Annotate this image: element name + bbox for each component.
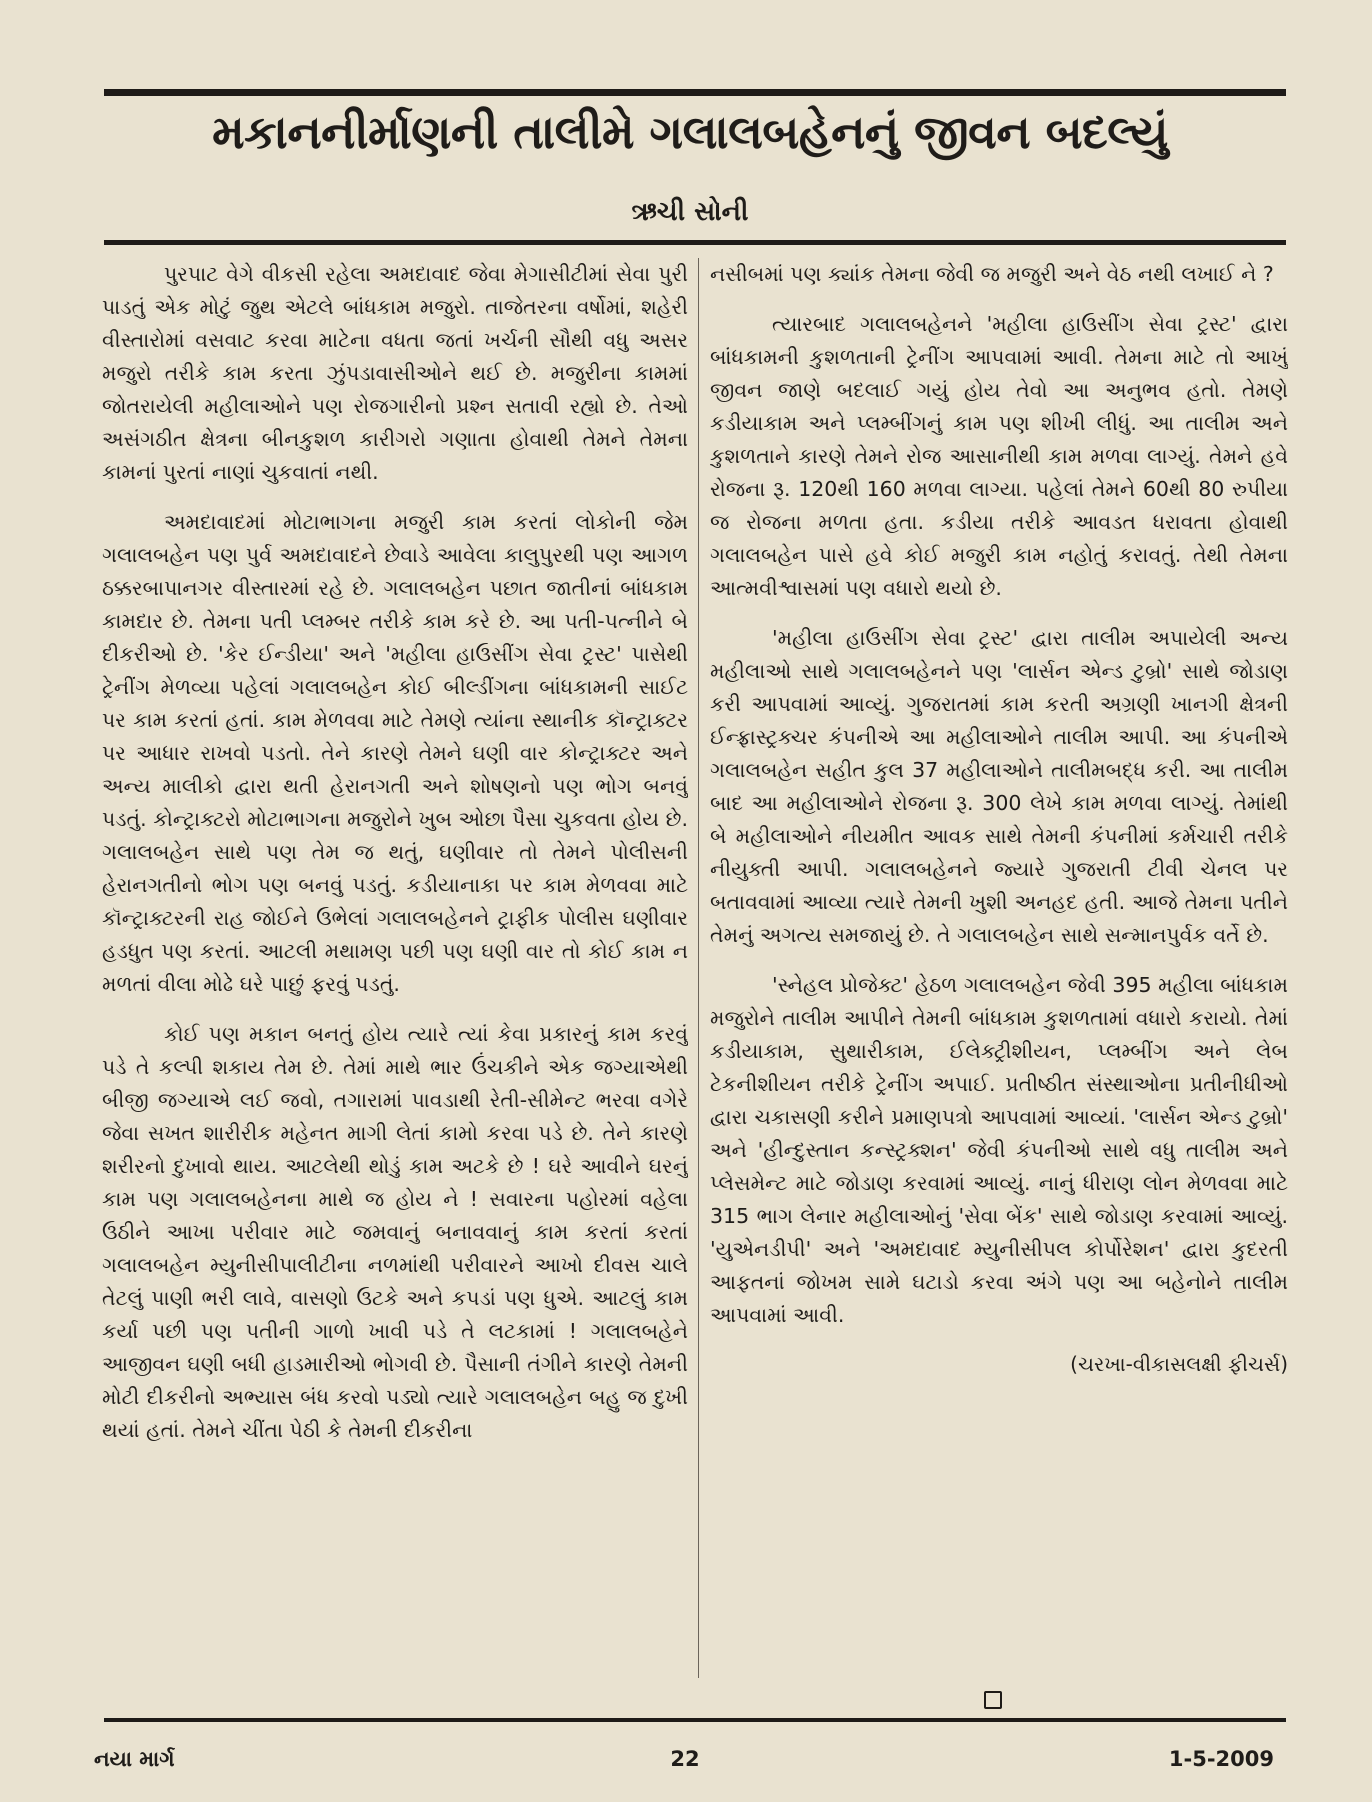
- column-divider: [698, 258, 699, 1678]
- top-rule: [104, 89, 1286, 96]
- issue-date: 1-5-2009: [1168, 1747, 1274, 1771]
- end-of-article-icon: [984, 1691, 1002, 1709]
- paragraph-continuation: નસીબમાં પણ ક્યાંક તેમના જેવી જ મજુરી અને વેઠ નથી લખાઈ ને ?: [710, 262, 1274, 286]
- right-column: [710, 258, 1288, 1668]
- paragraph: 'સ્નેહલ પ્રોજેક્ટ' હેઠળ ગલાલબહેન જેવી 395 મહીલા બાંધકામ મજુરોને તાલીમ આપીને તેમની બાંધકામ કુશળતામાં વધારો કરાયો. તેમાં કડીયાકામ, સુથારીકામ, ઈલેક્ટ્રીશીયન, પ્લમ્બીંગ અને લેબ ટેકનીશીયન તરીકે ટ્રેનીંગ અપાઈ. પ્રતીષ્ઠીત સંસ્થાઓના પ્રતીનીધીઓ દ્વારા ચકાસણી કરીને પ્રમાણપત્રો આપવામાં આવ્યાં. 'લાર્સન એન્ડ ટુબ્રો' અને 'હીન્દુસ્તાન કન્સ્ટ્રક્શન' જેવી કંપનીઓ સાથે વધુ તાલીમ અને પ્લેસમેન્ટ માટે જોડાણ કરવામાં આવ્યું. નાનું ધીરાણ લોન મેળવવા માટે 315 ભાગ લેનાર મહીલાઓનું 'સેવા બેંક' સાથે જોડાણ કરવામાં આવ્યું. 'યુએનડીપી' અને 'અમદાવાદ મ્યુનીસીપલ કોર્પોરેશન' દ્વારા કુદરતી આફતનાં જોખમ સામે ઘટાડો કરવા અંગે પણ આ બહેનોને તાલીમ આપવામાં આવી.: [710, 973, 1288, 1327]
- author-rule: [104, 240, 1286, 245]
- article-author: ઋચી સોની: [631, 197, 749, 227]
- left-column: [102, 258, 688, 1668]
- article-credit: (ચરખા-વીકાસલક્ષી ફીચર્સ): [1070, 1352, 1288, 1376]
- paragraph: 'મહીલા હાઉસીંગ સેવા ટ્રસ્ટ' દ્વારા તાલીમ અપાયેલી અન્ય મહીલાઓ સાથે ગલાલબહેનને પણ 'લાર્સન એન્ડ ટુબ્રો' સાથે જોડાણ કરી આપવામાં આવ્યું. ગુજરાતમાં કામ કરતી અગ્રણી ખાનગી ક્ષેત્રની ઈન્ફ્રાસ્ટ્રક્ચર કંપનીએ આ મહીલાઓને તાલીમ આપી. આ કંપનીએ ગલાલબહેન સહીત કુલ 37 મહીલાઓને તાલીમબદ્ધ કરી. આ તાલીમ બાદ આ મહીલાઓને રોજના રૂ. 300 લેખે કામ મળવા લાગ્યું. તેમાંથી બે મહીલાઓને નીયમીત આવક સાથે તેમની કંપનીમાં કર્મચારી તરીકે નીયુક્તી આપી. ગલાલબહેનને જ્યારે ગુજરાતી ટીવી ચેનલ પર બતાવવામાં આવ્યા ત્યારે તેમની ખુશી અનહદ હતી. આજે તેમના પતીને તેમનું અગત્ય સમજાયું છે. તે ગલાલબહેન સાથે સન્માનપુર્વક વર્તે છે.: [710, 626, 1288, 947]
- article-title: મકાનનીર્માણની તાલીમે ગલાલબહેનનું જીવન બદલ્યું: [212, 105, 1168, 159]
- paragraph: કોઈ પણ મકાન બનતું હોય ત્યારે ત્યાં કેવા પ્રકારનું કામ કરવું પડે તે કલ્પી શકાય તેમ છે. તેમાં માથે ભાર ઉંચકીને એક જગ્યાએથી બીજી જગ્યાએ લઈ જવો, તગારામાં પાવડાથી રેતી-સીમેન્ટ ભરવા વગેરે જેવા સખત શારીરીક મહેનત માગી લેતાં કામો કરવા પડે છે. તેને કારણે શરીરનો દુખાવો થાય. આટલેથી થોડું કામ અટકે છે ! ઘરે આવીને ઘરનું કામ પણ ગલાલબહેનના માથે જ હોય ને ! સવારના પહોરમાં વહેલા ઉઠીને આખા પરીવાર માટે જમવાનું બનાવવાનું કામ કરતાં કરતાં ગલાલબહેન મ્યુનીસીપાલીટીના નળમાંથી પરીવારને આખો દીવસ ચાલે તેટલું પાણી ભરી લાવે, વાસણો ઉટકે અને કપડાં પણ ધુએ. આટલું કામ કર્યા પછી પણ પતીની ગાળો ખાવી પડે તે લટકામાં ! ગલાલબહેને આજીવન ઘણી બધી હાડમારીઓ ભોગવી છે. પૈસાની તંગીને કારણે તેમની મોટી દીકરીનો અભ્યાસ બંધ કરવો પડ્યો ત્યારે ગલાલબહેન બહુ જ દુખી થયાં હતાં. તેમને ચીંતા પેઠી કે તેમની દીકરીના: [102, 1022, 688, 1442]
- page-number: 22: [670, 1747, 700, 1771]
- paragraph: પુરપાટ વેગે વીકસી રહેલા અમદાવાદ જેવા મેગાસીટીમાં સેવા પુરી પાડતું એક મોટું જુથ એટલે બાંધકામ મજુરો. તાજેતરના વર્ષોમાં, શહેરી વીસ્તારોમાં વસવાટ કરવા માટેના વધતા જતાં ખર્ચની સૌથી વધુ અસર મજુરો તરીકે કામ કરતા ઝુંપડાવાસીઓને થઈ છે. મજુરીના કામમાં જોતરાયેલી મહીલાઓને પણ રોજગારીનો પ્રશ્ન સતાવી રહ્યો છે. તેઓ અસંગઠીત ક્ષેત્રના બીનકુશળ કારીગરો ગણાતા હોવાથી તેમને તેમના કામનાં પુરતાં નાણાં ચુકવાતાં નથી.: [102, 262, 688, 484]
- bottom-rule: [104, 1718, 1286, 1722]
- paragraph: ત્યારબાદ ગલાલબહેનને 'મહીલા હાઉસીંગ સેવા ટ્રસ્ટ' દ્વારા બાંધકામની કુશળતાની ટ્રેનીંગ આપવામાં આવી. તેમના માટે તો આખું જીવન જાણે બદલાઈ ગયું હોય તેવો આ અનુભવ હતો. તેમણે કડીયાકામ અને પ્લમ્બીંગનું કામ પણ શીખી લીધું. આ તાલીમ અને કુશળતાને કારણે તેમને રોજ આસાનીથી કામ મળવા લાગ્યું. તેમને હવે રોજના રૂ. 120થી 160 મળવા લાગ્યા. પહેલાં તેમને 60થી 80 રુપીયા જ રોજના મળતા હતા. કડીયા તરીકે આવડત ધરાવતા હોવાથી ગલાલબહેન પાસે હવે કોઈ મજુરી કામ નહોતું કરાવતું. તેથી તેમના આત્મવીશ્વાસમાં પણ વધારો થયો છે.: [710, 312, 1288, 600]
- paragraph: અમદાવાદમાં મોટાભાગના મજુરી કામ કરતાં લોકોની જેમ ગલાલબહેન પણ પુર્વ અમદાવાદને છેવાડે આવેલા કાલુપુરથી પણ આગળ ઠક્કરબાપાનગર વીસ્તારમાં રહે છે. ગલાલબહેન પછાત જાતીનાં બાંધકામ કામદાર છે. તેમના પતી પ્લમ્બર તરીકે કામ કરે છે. આ પતી-પત્નીને બે દીકરીઓ છે. 'કેર ઈન્ડીયા' અને 'મહીલા હાઉસીંગ સેવા ટ્રસ્ટ' પાસેથી ટ્રેનીંગ મેળવ્યા પહેલાં ગલાલબહેન કોઈ બીલ્ડીંગના બાંધકામની સાઈટ પર કામ કરતાં હતાં. કામ મેળવવા માટે તેમણે ત્યાંના સ્થાનીક કૉન્ટ્રાક્ટર પર આધાર રાખવો પડતો. તેને કારણે તેમને ઘણી વાર કોન્ટ્રાક્ટર અને અન્ય માલીકો દ્વારા થતી હેરાનગતી અને શોષણનો પણ ભોગ બનવું પડતું. કોન્ટ્રાક્ટરો મોટાભાગના મજુરોને ખુબ ઓછા પૈસા ચુકવતા હોય છે. ગલાલબહેન સાથે પણ તેમ જ થતું, ઘણીવાર તો તેમને પોલીસની હેરાનગતીનો ભોગ પણ બનવું પડતું. કડીયાનાકા પર કામ મેળવવા માટે કૉન્ટ્રાક્ટરની રાહ જોઈને ઉભેલાં ગલાલબહેનને ટ્રાફીક પોલીસ ઘણીવાર હડધુત પણ કરતાં. આટલી મથામણ પછી પણ ઘણી વાર તો કોઈ કામ ન મળતાં વીલા મોઢે ઘરે પાછું ફરવું પડતું.: [102, 510, 688, 996]
- publication-name: નયા માર્ગ: [94, 1747, 175, 1771]
